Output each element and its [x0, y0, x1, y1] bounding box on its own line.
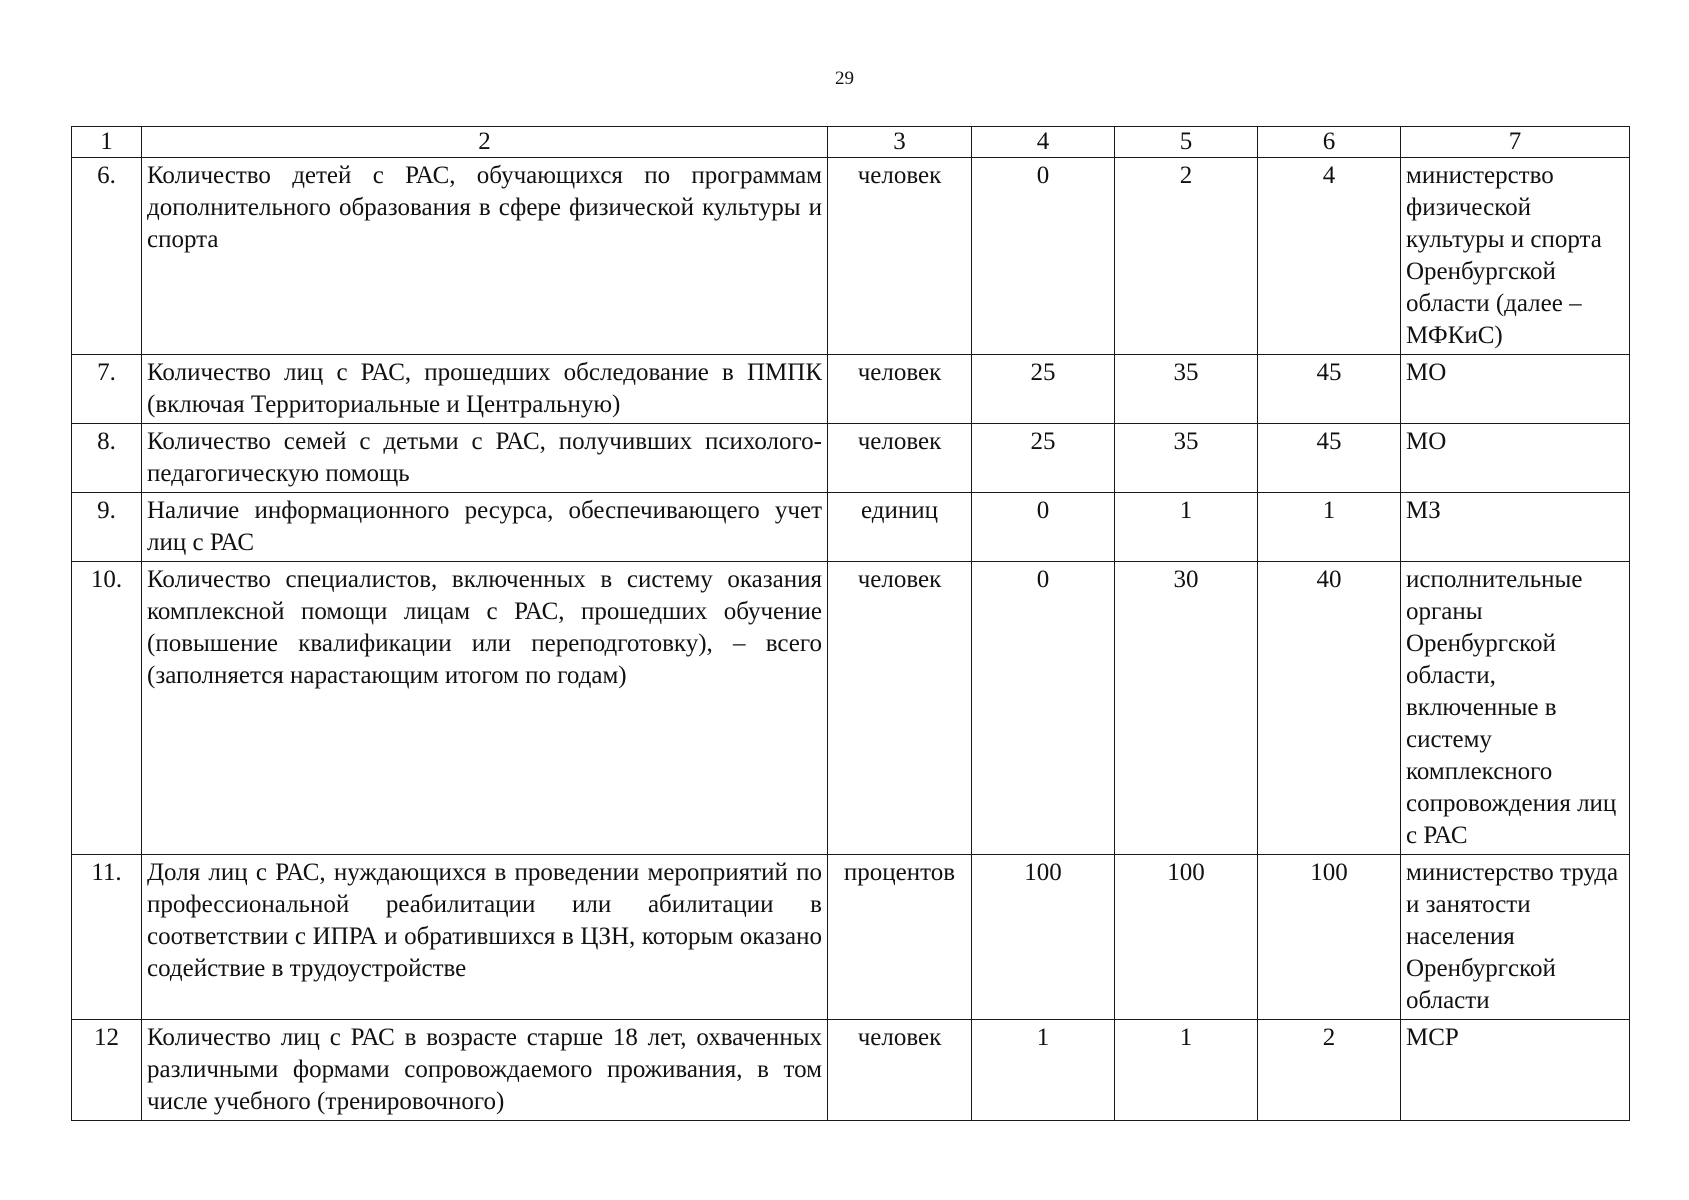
table-row	[72, 562, 1630, 855]
column-header: 5	[1115, 127, 1258, 158]
value-cell-col5: 35	[1115, 424, 1258, 493]
unit-cell: человек	[828, 562, 972, 855]
row-number-cell: 8.	[72, 424, 142, 493]
indicator-name-cell: Доля лиц с РАС, нуждающихся в проведении мероприятий по профессиональной реабилитации или абилитации в соответствии с ИПРА и обратившихся в ЦЗН, которым оказано содействие в трудоустройстве	[142, 855, 828, 1020]
row-number-cell: 7.	[72, 355, 142, 424]
value-cell-col6: 45	[1258, 424, 1401, 493]
responsible-cell: МСР	[1401, 1020, 1630, 1121]
row-number-cell: 12	[72, 1020, 142, 1121]
indicator-name-cell: Количество детей с РАС, обучающихся по программам дополнительного образования в сфере физической культуры и спорта	[142, 158, 828, 355]
table-row	[72, 1020, 1630, 1121]
value-cell-col5: 100	[1115, 855, 1258, 1020]
responsible-cell: МО	[1401, 355, 1630, 424]
value-cell-col5: 35	[1115, 355, 1258, 424]
value-cell-col4: 1	[972, 1020, 1115, 1121]
value-cell-col4: 100	[972, 855, 1115, 1020]
unit-cell: человек	[828, 355, 972, 424]
row-number-cell: 6.	[72, 158, 142, 355]
unit-cell: человек	[828, 1020, 972, 1121]
table-row	[72, 493, 1630, 562]
value-cell-col5: 2	[1115, 158, 1258, 355]
table-row	[72, 355, 1630, 424]
indicator-name-cell: Количество лиц с РАС в возрасте старше 18 лет, охваченных различными формами сопровождаемого проживания, в том числе учебного (тренировочного)	[142, 1020, 828, 1121]
value-cell-col6: 45	[1258, 355, 1401, 424]
column-header: 4	[972, 127, 1115, 158]
row-number-cell: 11.	[72, 855, 142, 1020]
table-row	[72, 158, 1630, 355]
value-cell-col6: 40	[1258, 562, 1401, 855]
unit-cell: человек	[828, 424, 972, 493]
row-number-cell: 9.	[72, 493, 142, 562]
responsible-cell: министерство физической культуры и спорта Оренбургской области (далее – МФКиС)	[1401, 158, 1630, 355]
unit-cell: единиц	[828, 493, 972, 562]
value-cell-col5: 30	[1115, 562, 1258, 855]
table-header-row	[72, 127, 1630, 158]
responsible-cell: МЗ	[1401, 493, 1630, 562]
column-header: 2	[142, 127, 828, 158]
indicator-name-cell: Количество специалистов, включенных в систему оказания комплексной помощи лицам с РАС, прошедших обучение (повышение квалификации или переподготовку), – всего (заполняется нарастающим итогом по годам)	[142, 562, 828, 855]
value-cell-col6: 4	[1258, 158, 1401, 355]
value-cell-col6: 2	[1258, 1020, 1401, 1121]
responsible-cell: МО	[1401, 424, 1630, 493]
value-cell-col4: 0	[972, 158, 1115, 355]
table-row	[72, 855, 1630, 1020]
responsible-cell: исполнительные органы Оренбургской области, включенные в систему комплексного сопровождения лиц с РАС	[1401, 562, 1630, 855]
table-row	[72, 424, 1630, 493]
indicator-name-cell: Количество семей с детьми с РАС, получивших психолого-педагогическую помощь	[142, 424, 828, 493]
value-cell-col5: 1	[1115, 493, 1258, 562]
value-cell-col6: 1	[1258, 493, 1401, 562]
value-cell-col4: 25	[972, 424, 1115, 493]
value-cell-col5: 1	[1115, 1020, 1258, 1121]
unit-cell: процентов	[828, 855, 972, 1020]
value-cell-col4: 25	[972, 355, 1115, 424]
page-number: 29	[835, 68, 854, 89]
indicator-name-cell: Количество лиц с РАС, прошедших обследование в ПМПК (включая Территориальные и Центральную)	[142, 355, 828, 424]
value-cell-col4: 0	[972, 562, 1115, 855]
column-header: 7	[1401, 127, 1630, 158]
responsible-cell: министерство труда и занятости населения Оренбургской области	[1401, 855, 1630, 1020]
indicator-name-cell: Наличие информационного ресурса, обеспечивающего учет лиц с РАС	[142, 493, 828, 562]
column-header: 3	[828, 127, 972, 158]
value-cell-col4: 0	[972, 493, 1115, 562]
indicators-table	[71, 126, 1630, 1121]
value-cell-col6: 100	[1258, 855, 1401, 1020]
column-header: 6	[1258, 127, 1401, 158]
unit-cell: человек	[828, 158, 972, 355]
column-header: 1	[72, 127, 142, 158]
row-number-cell: 10.	[72, 562, 142, 855]
